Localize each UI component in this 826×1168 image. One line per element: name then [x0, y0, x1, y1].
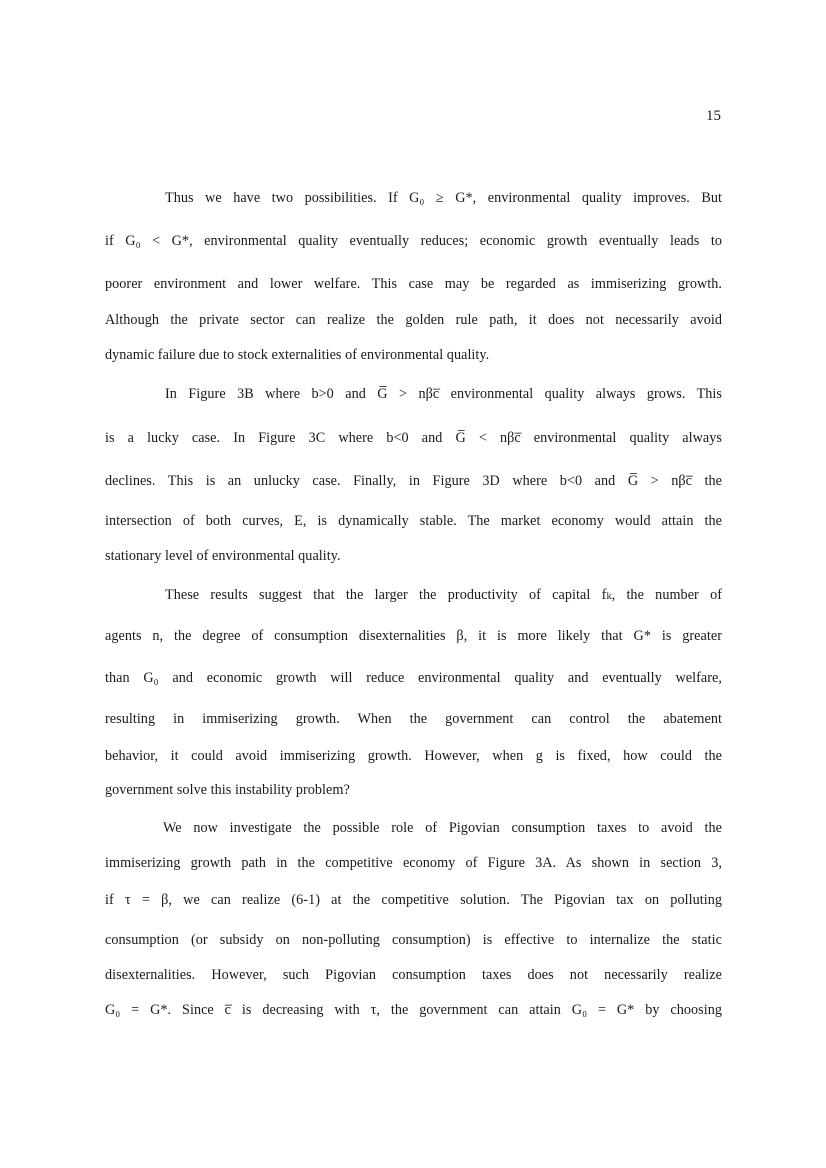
text-line: disexternalities. However, such Pigovian consumption taxes does not necessarily realize — [105, 967, 722, 983]
text-line: intersection of both curves, E, is dynamically stable. The market economy would attain the — [105, 513, 722, 529]
text-line: resulting in immiserizing growth. When the government can control the abatement — [105, 711, 722, 727]
text-line: immiserizing growth path in the competitive economy of Figure 3A. As shown in section 3, — [105, 855, 722, 871]
text-line: government solve this instability problem? — [105, 782, 350, 798]
text-line: is a lucky case. In Figure 3C where b<0 and G̅ < nβc̅ environmental quality always — [105, 430, 722, 446]
text-line: We now investigate the possible role of Pigovian consumption taxes to avoid the — [163, 820, 722, 836]
text-line: if τ = β, we can realize (6-1) at the competitive solution. The Pigovian tax on polluting — [105, 892, 722, 908]
text-line: declines. This is an unlucky case. Finally, in Figure 3D where b<0 and G̅ > nβc̅ the — [105, 473, 722, 489]
text-line: behavior, it could avoid immiserizing growth. However, when g is fixed, how could the — [105, 748, 722, 764]
text-line: Although the private sector can realize the golden rule path, it does not necessarily avoid — [105, 312, 722, 328]
text-line: dynamic failure due to stock externalities of environmental quality. — [105, 347, 490, 363]
page-number: 15 — [706, 108, 721, 124]
text-line: Thus we have two possibilities. If G₀ ≥ G*, environmental quality improves. But — [165, 190, 722, 206]
text-line: These results suggest that the larger the productivity of capital fₖ, the number of — [165, 587, 722, 603]
text-line: poorer environment and lower welfare. This case may be regarded as immiserizing growth. — [105, 276, 722, 292]
text-line: if G₀ < G*, environmental quality eventually reduces; economic growth eventually leads to — [105, 233, 722, 249]
text-line: consumption (or subsidy on non-polluting consumption) is effective to internalize the static — [105, 932, 722, 948]
text-line: stationary level of environmental quality. — [105, 548, 341, 564]
text-line: agents n, the degree of consumption disexternalities β, it is more likely that G* is greater — [105, 628, 722, 644]
text-line: G₀ = G*. Since c̅ is decreasing with τ, the government can attain G₀ = G* by choosing — [105, 1002, 722, 1018]
text-line: than G₀ and economic growth will reduce environmental quality and eventually welfare, — [105, 670, 722, 686]
text-line: In Figure 3B where b>0 and G̅ > nβc̅ environmental quality always grows. This — [165, 386, 722, 402]
